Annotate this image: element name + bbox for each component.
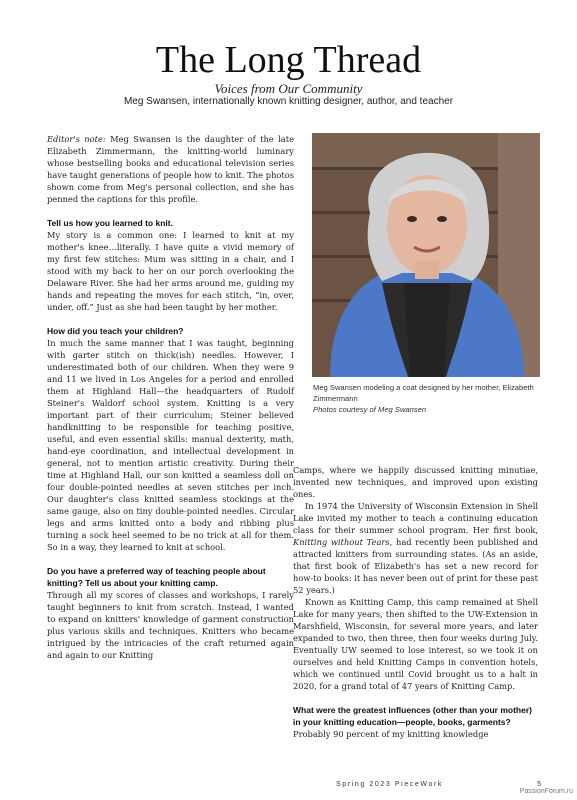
- question-knitting-camp: Do you have a preferred way of teaching people about knitting? Tell us about your knitting camp.: [47, 566, 266, 588]
- editors-note-text: Meg Swansen is the daughter of the late Elizabeth Zimmermann, the knitting-world luminary whose bestselling books and educational television series have taught generations of people how to knit. The photos shown come from Meg's personal collection, and she has penned the captions for this profile.: [47, 134, 294, 204]
- left-column: [47, 133, 294, 661]
- answer-knitting-camp-part1: Through all my scores of classes and workshops, I rarely taught beginners to knit from scratch. Instead, I wanted to expand on knitters' knowledge of garment construction plus various skills and techniques. Knitters who became intrigued by the intricacies of the craft returned again and again to our Knitting: [47, 590, 294, 660]
- photo-credit: Photos courtesy of Meg Swansen: [313, 405, 427, 414]
- question-learn-to-knit: Tell us how you learned to knit.: [47, 218, 173, 228]
- editors-note-label: Editor's note:: [47, 134, 106, 144]
- answer-influences: Probably 90 percent of my knitting knowledge: [293, 729, 489, 739]
- book-title: Knitting without Tears: [293, 537, 390, 547]
- footer-issue: Spring 2023 PieceWork: [336, 781, 444, 788]
- answer-knitting-camp-part3-post: , had recently been published and attracted knitters from surrounding states. (As an aside, that first book of Elizabeth's has set a new record for how-to books: it has never been out of print for these past 52 years.): [293, 537, 538, 595]
- answer-knitting-camp-part3: [293, 500, 538, 596]
- question-influences: What were the greatest influences (other than your mother) in your knitting education—people, books, garments?: [293, 705, 532, 727]
- answer-knitting-camp-part3-pre: In 1974 the University of Wisconsin Extension in Shell Lake invited my mother to teach a continuing education class for their summer school program. Her first book,: [293, 501, 538, 535]
- question-teach-children: How did you teach your children?: [47, 326, 184, 336]
- photo-caption: [313, 382, 541, 415]
- answer-knitting-camp-part2: Camps, where we happily discussed knitting minutiae, invented new techniques, and improved upon existing ones.: [293, 465, 538, 499]
- page-number: 5: [537, 781, 541, 788]
- photo-caption-text: Meg Swansen modeling a coat designed by her mother, Elizabeth Zimmermann: [313, 383, 534, 403]
- answer-learn-to-knit: My story is a common one: I learned to knit at my mother's knee…literally. I have quite a vivid memory of my first few stitches: Mum was sitting in a chair, and I stood with my back to her on our porch overlooking the Delaware River. She had her arms around me, guiding my hands and repeating the moves for each stitch, “in, over, under, off.” Just as she had been taught by her mother.: [47, 230, 294, 312]
- editors-note: [47, 133, 294, 205]
- article-byline: Meg Swansen, internationally known knitting designer, author, and teacher: [123, 96, 454, 107]
- page-footer: [336, 781, 541, 788]
- site-watermark: PassionForum.ru: [519, 788, 573, 795]
- portrait-illustration: [312, 133, 540, 377]
- answer-knitting-camp-part4: Known as Knitting Camp, this camp remained at Shell Lake for many years, then shifted to the UW-Extension in Marshfield, Wisconsin, for several more years, and later expanded to two, then three, then four weeks during July. Eventually UW seemed to lose interest, so we took it on ourselves and held Knitting Camps in convention hotels, which we continued until Covid brought us to a halt in 2020, for a grand total of 47 years of Knitting Camp.: [293, 597, 538, 691]
- article-subtitle: Voices from Our Community: [214, 81, 363, 96]
- article-title: The Long Thread: [155, 39, 422, 81]
- portrait-photo: [312, 133, 540, 377]
- right-column: [293, 464, 538, 740]
- answer-teach-children: In much the same manner that I was taught, beginning with garter stitch on thick(ish) needles. However, I underestimated both of our children. When they were 9 and 11 we lived in Los Angeles for a period and enrolled them at Highland Hall—the headquarters of Rudolf Steiner's Waldorf school system. Knitting is a very important part of their curriculum; Steiner believed handknitting to be responsible for teaching positive, useful, and even essential skills: manual dexterity, math, hand-eye coordination, and intellectual development in general, not to mention artistic creativity. During their time at Highland Hall, our son knitted a seamless doll on four double-pointed needles at seven stitches per inch. Our daughter's class knitted seamless stockings at the same gauge, also on tiny double-pointed needles. Circular legs and arms knitted onto a body and ribbing plus turning a sock heel seemed to be no trick at all for them. So in a way, they learned to knit at school.: [47, 338, 294, 552]
